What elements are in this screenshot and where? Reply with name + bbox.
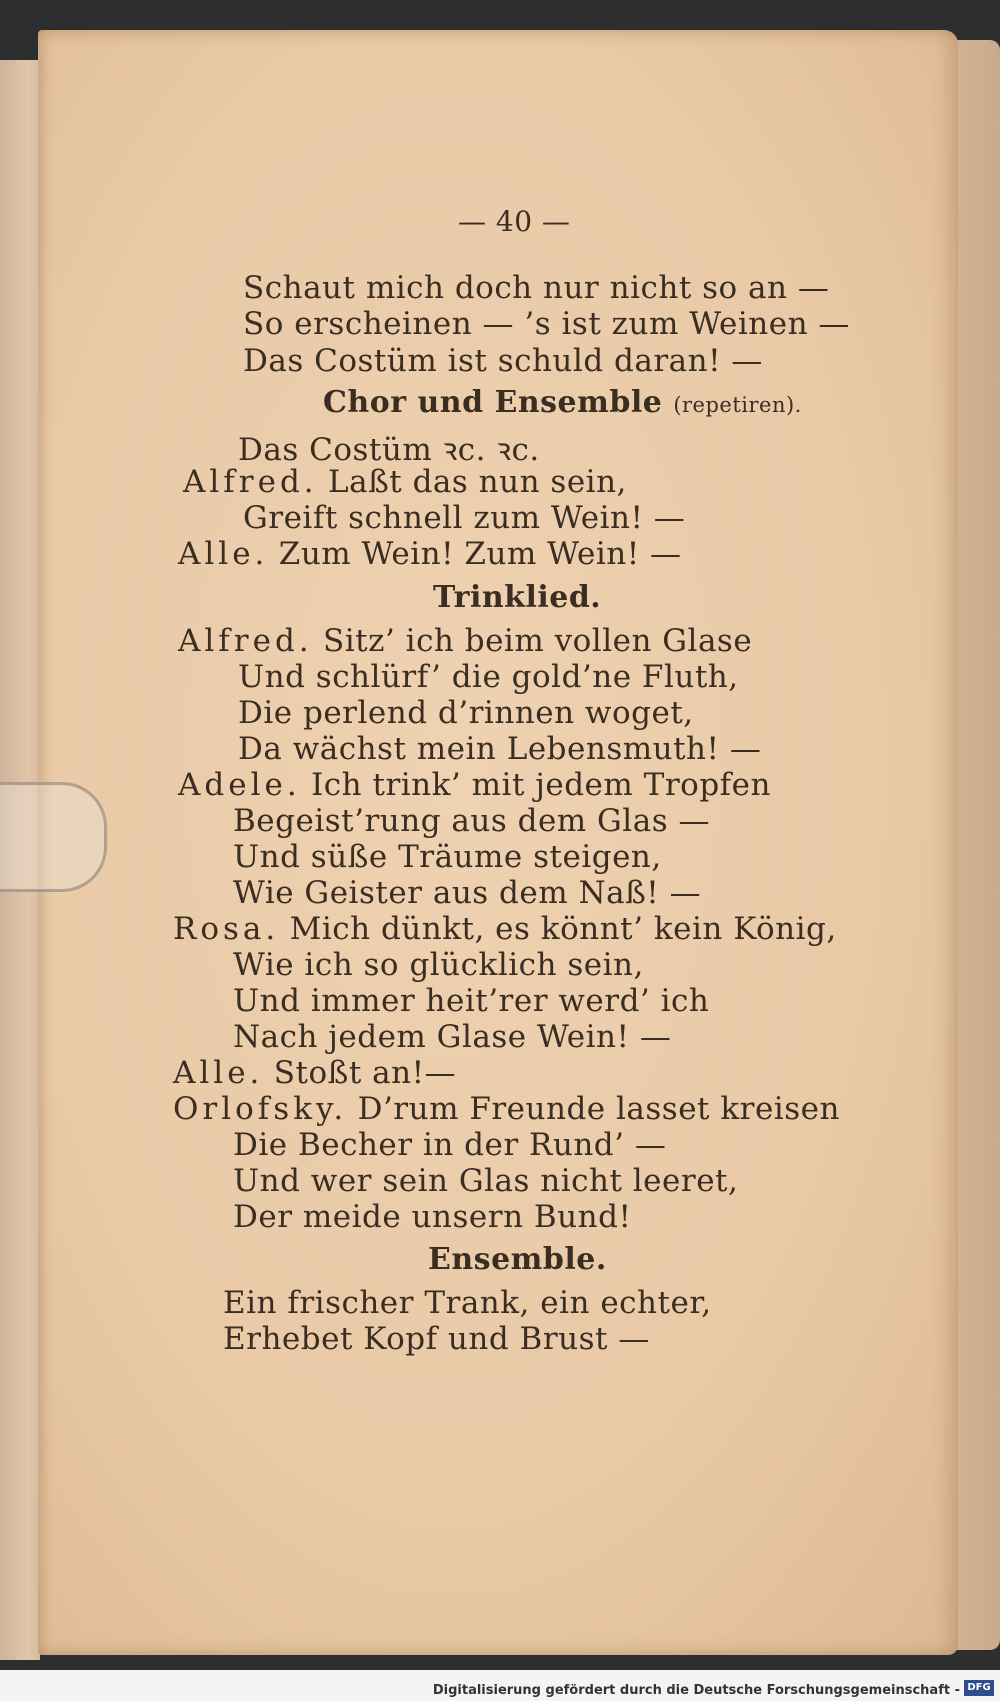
text-line: So erscheinen — ’s ist zum Weinen —	[243, 306, 850, 342]
text-line: Ein frischer Trank, ein echter,	[223, 1285, 712, 1321]
text-line: Die perlend d’rinnen woget,	[238, 695, 694, 731]
text-line: Und süße Träume steigen,	[233, 839, 662, 875]
text-line: Und wer sein Glas nicht leeret,	[233, 1163, 739, 1199]
speaker-line: Alfred. Laßt das nun sein,	[183, 464, 627, 500]
book-page	[38, 30, 958, 1655]
speaker-line: Rosa. Mich dünkt, es könnt’ kein König,	[173, 911, 837, 947]
text-line: Erhebet Kopf und Brust —	[223, 1321, 650, 1357]
page-number: — 40 —	[458, 205, 571, 238]
text-line: Greift schnell zum Wein! —	[243, 500, 686, 536]
digitization-credit: Digitalisierung gefördert durch die Deutsche Forschungsgemeinschaft -	[432, 1683, 960, 1698]
text-line: Begeist’rung aus dem Glas —	[233, 803, 710, 839]
page-clip	[0, 782, 107, 892]
section-heading: Chor und Ensemble (repetiren).	[323, 385, 802, 420]
text-line: Nach jedem Glase Wein! —	[233, 1019, 672, 1055]
text-line: Schaut mich doch nur nicht so an —	[243, 270, 830, 306]
speaker-line: Adele. Ich trink’ mit jedem Tropfen	[178, 767, 771, 803]
speaker-line: Alle. Stoßt an!—	[173, 1055, 457, 1091]
dfg-logo: DFG	[964, 1680, 994, 1696]
text-line: Die Becher in der Rund’ —	[233, 1127, 667, 1163]
text-line: Der meide unsern Bund!	[233, 1199, 632, 1235]
text-line: Wie ich so glücklich sein,	[233, 947, 644, 983]
text-line: Das Costüm ist schuld daran! —	[243, 343, 763, 379]
speaker-line: Alle. Zum Wein! Zum Wein! —	[178, 536, 682, 572]
text-line: Da wächst mein Lebensmuth! —	[238, 731, 762, 767]
text-line: Und schlürf’ die gold’ne Fluth,	[238, 659, 739, 695]
section-heading: Trinklied.	[433, 580, 602, 615]
section-heading: Ensemble.	[428, 1242, 607, 1277]
text-line: Wie Geister aus dem Naß! —	[233, 875, 702, 911]
speaker-line: Alfred. Sitz’ ich beim vollen Glase	[178, 623, 753, 659]
text-line: Und immer heit’rer werd’ ich	[233, 983, 710, 1019]
speaker-line: Orlofsky. D’rum Freunde lasset kreisen	[173, 1091, 840, 1127]
text-line: Das Costüm ꝛc. ꝛc.	[238, 432, 540, 468]
page-text	[38, 30, 958, 1655]
